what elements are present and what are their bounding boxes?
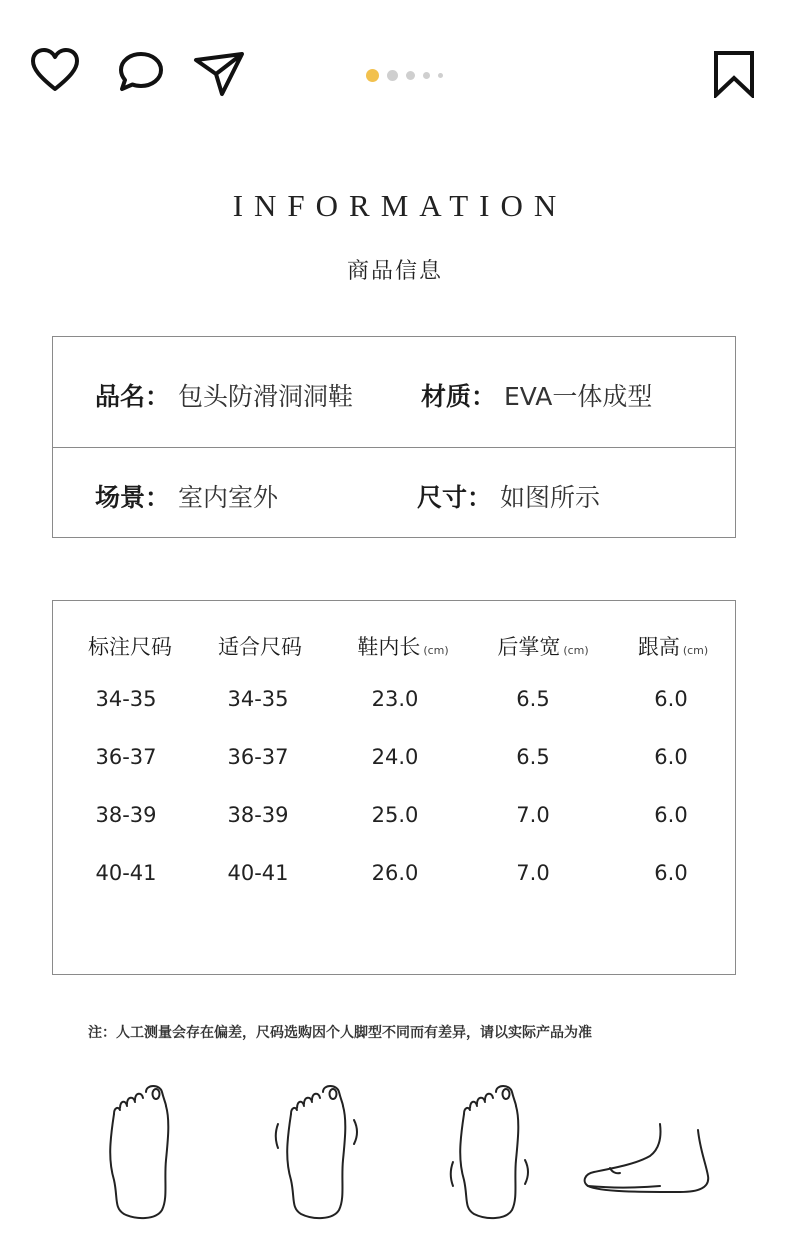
table-cell: 25.0 <box>371 803 419 827</box>
scene-value: 室内室外 <box>177 483 278 512</box>
comment-icon[interactable] <box>117 50 165 94</box>
material-label: 材质： <box>421 382 497 411</box>
product-material <box>421 377 652 413</box>
col-header-fit-size: 适合尺码 <box>218 635 302 659</box>
product-scene <box>95 478 278 514</box>
table-cell: 34-35 <box>227 687 289 711</box>
table-cell: 6.0 <box>654 687 688 711</box>
foot-wide-icon <box>272 1080 362 1220</box>
carousel-dot[interactable] <box>438 73 443 78</box>
bookmark-icon[interactable] <box>712 50 756 98</box>
col-header-heel-height: 跟高 (cm) <box>637 635 709 659</box>
page-title-cn: 商品信息 <box>346 259 443 284</box>
material-value: EVA一体成型 <box>503 382 653 411</box>
carousel-dot[interactable] <box>387 70 398 81</box>
table-cell: 38-39 <box>227 803 289 827</box>
table-cell: 6.5 <box>516 687 550 711</box>
product-info-box <box>52 336 736 538</box>
page-title-en: INFORMATION <box>232 188 568 223</box>
table-cell: 24.0 <box>371 745 419 769</box>
info-row <box>53 337 735 447</box>
table-cell: 34-35 <box>95 687 157 711</box>
product-name-label: 品名： <box>95 382 171 411</box>
table-cell: 6.0 <box>654 803 688 827</box>
product-name <box>95 377 353 413</box>
heart-icon[interactable] <box>30 47 80 93</box>
product-size <box>417 478 600 514</box>
scene-label: 场景： <box>95 483 171 512</box>
table-cell: 40-41 <box>95 861 157 885</box>
carousel-dot-active[interactable] <box>366 69 379 82</box>
carousel-dot[interactable] <box>406 71 415 80</box>
table-cell: 38-39 <box>95 803 157 827</box>
table-cell: 7.0 <box>516 861 550 885</box>
size-chart-table <box>52 600 736 975</box>
foot-normal-icon <box>100 1080 180 1220</box>
table-cell: 6.0 <box>654 745 688 769</box>
info-row <box>53 447 735 538</box>
table-cell: 36-37 <box>227 745 289 769</box>
product-name-value: 包头防滑洞洞鞋 <box>177 382 353 411</box>
top-toolbar <box>0 0 790 150</box>
size-value: 如图所示 <box>499 483 600 512</box>
table-cell: 36-37 <box>95 745 157 769</box>
col-header-heel-width: 后掌宽 (cm) <box>497 635 589 659</box>
table-cell: 7.0 <box>516 803 550 827</box>
carousel-dot[interactable] <box>423 72 430 79</box>
table-cell: 40-41 <box>227 861 289 885</box>
send-icon[interactable] <box>192 50 246 98</box>
foot-narrow-icon <box>445 1080 535 1220</box>
measurement-note: 注：人工测量会存在偏差，尺码选购因个人脚型不同而有差异，请以实际产品为准 <box>88 1025 592 1041</box>
foot-side-icon <box>580 1080 720 1220</box>
table-cell: 6.0 <box>654 861 688 885</box>
table-cell: 26.0 <box>371 861 419 885</box>
size-label: 尺寸： <box>417 483 493 512</box>
table-cell: 6.5 <box>516 745 550 769</box>
table-cell: 23.0 <box>371 687 419 711</box>
carousel-indicator <box>366 68 443 82</box>
col-header-inner-length: 鞋内长 (cm) <box>357 635 449 659</box>
col-header-marked-size: 标注尺码 <box>88 635 172 659</box>
